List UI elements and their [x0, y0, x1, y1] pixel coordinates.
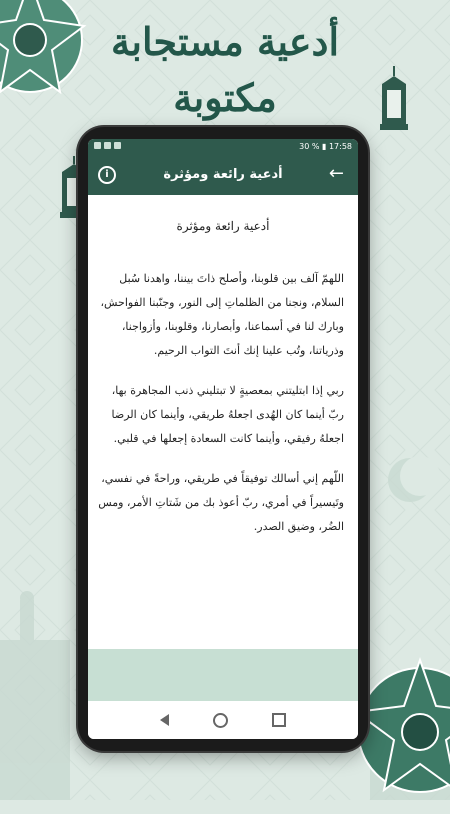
- promo-title-line1: أدعية مستجابة: [111, 19, 339, 64]
- notification-icon: [104, 142, 111, 149]
- app-bar-title: أدعية رائعة ومؤثرة: [163, 167, 283, 182]
- info-icon[interactable]: i: [98, 166, 116, 184]
- dua-paragraph: اللّهم إني أسالك توفيقاً في طريقي، وراحةً في نفسي، وتَيسيراً في أمري، ربّ أعوذ بك من شَتاتِ الأمر، ومس الضُر، وضيق الصدر.: [98, 472, 344, 533]
- status-right-group: [299, 142, 352, 151]
- android-nav-bar: [88, 701, 358, 739]
- ad-banner-area[interactable]: [88, 649, 358, 701]
- phone-screen: [88, 139, 358, 739]
- status-time: 17:58: [328, 142, 352, 151]
- app-bar: [88, 155, 358, 195]
- notification-icons: [94, 142, 121, 149]
- notification-icon: [114, 142, 121, 149]
- arrow-back-icon[interactable]: ←: [328, 163, 344, 184]
- phone-frame: [78, 127, 368, 751]
- nav-home-icon[interactable]: [213, 713, 228, 728]
- battery-icon: ▮: [321, 142, 327, 151]
- content-title: أدعية رائعة ومؤثرة: [176, 219, 270, 233]
- nav-back-icon[interactable]: [160, 714, 169, 726]
- dua-content[interactable]: [88, 195, 358, 649]
- battery-level: 30 %: [299, 142, 320, 151]
- dua-paragraph: اللهمّ آلف بين قلوبنا، وأصلح ذاتَ بيننا، واهدنا سُبل السلام، ونجنا من الظلماتِ إلى النور، وجنّبنا الفواحش، وبارك لنا في أسماعنا، وأبصارنا، وقلوبنا، وأزواجنا، وذرياتنا، وتُب علينا إنك أنتَ التواب الرحيم.: [100, 272, 344, 357]
- dua-paragraph: ربي إذا ابتليتني بمعصيةٍ لا تبتليني ذنب المجاهرة بها، ربّ أينما كان الهُدى اجعلهُ طريقي، وأينما كان الرضا اجعلهُ رفيقي، وأينما كانت السعادة إجعلها في قلبي.: [111, 384, 344, 445]
- promo-headline: [0, 14, 450, 126]
- notification-icon: [94, 142, 101, 149]
- nav-recent-apps-icon[interactable]: [272, 713, 286, 727]
- status-bar: [88, 139, 358, 155]
- promo-title-line2: مكتوبة: [173, 75, 277, 120]
